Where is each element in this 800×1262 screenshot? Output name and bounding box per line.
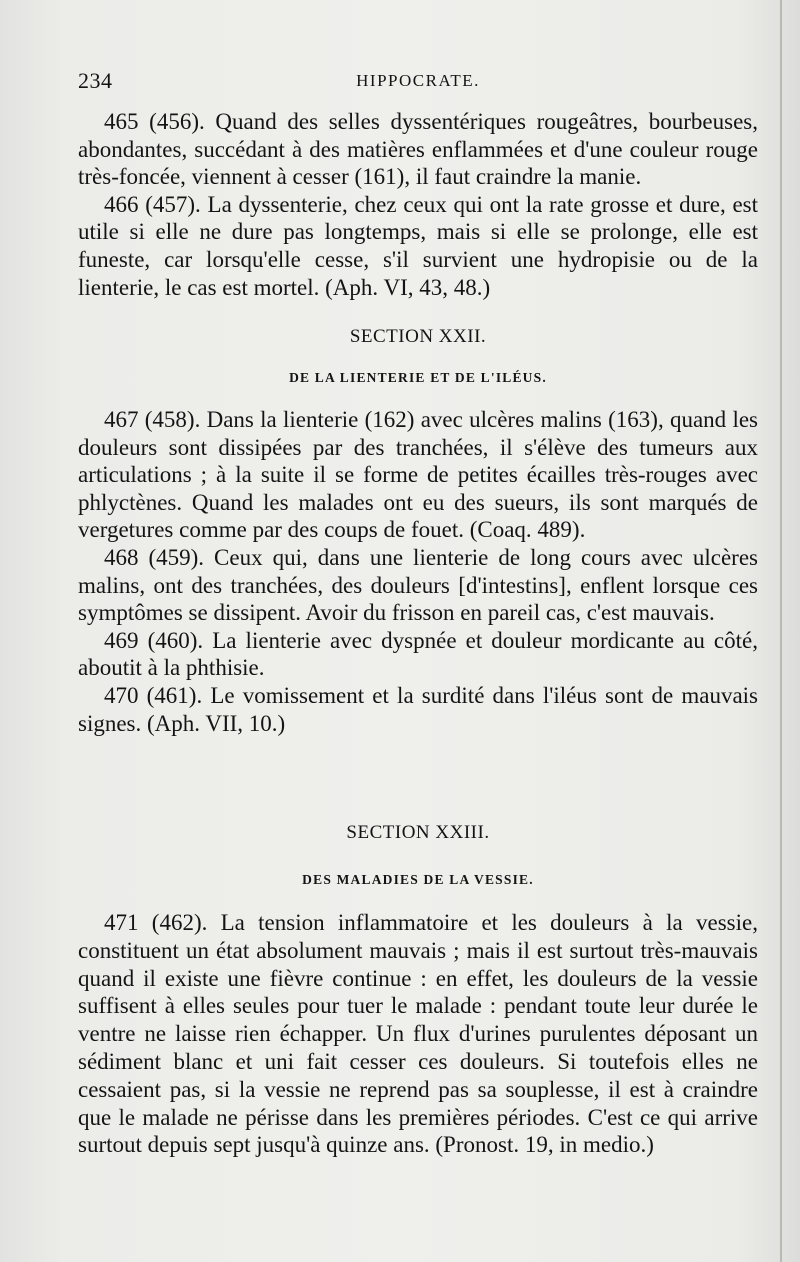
section-subtitle-22: DE LA LIENTERIE ET DE L'ILÉUS. (289, 370, 547, 385)
paragraph-465: 465 (456). Quand des selles dyssentériques rougeâtres, bourbeuses, abondantes, succédant à des matières enflammées et d'une couleur rouge très-foncée, viennent à cesser (161), il faut craindre la manie. (78, 109, 758, 190)
section-title-23: SECTION XXIII. (346, 822, 490, 843)
paragraph-471: 471 (462). La tension inflammatoire et les douleurs à la vessie, constituent un état absolument mauvais ; mais il est surtout très-mauvais quand il existe une fièvre continue : en effet, les douleurs de la vessie suffisent à elles seules pour tuer le malade : pendant toute leur durée le ventre ne laisse rien échapper. Un flux d'urines purulentes déposant un sédiment blanc et uni fait cesser ces douleurs. Si toutefois elles ne cessaient pas, si la vessie ne reprend pas sa souplesse, il est à craindre que le malade ne périsse dans les premières périodes. C'est ce qui arrive surtout depuis sept jusqu'à quinze ans. (Pronost. 19, in medio.) (78, 910, 758, 1158)
section-title-22: SECTION XXII. (349, 326, 487, 347)
page-number: 234 (78, 68, 113, 93)
paragraph-469: 469 (460). La lienterie avec dyspnée et douleur mordicante au côté, aboutit à la phthisie. (78, 627, 758, 681)
paragraph-470: 470 (461). Le vomissement et la surdité dans l'iléus sont de mauvais signes. (Aph. VII, 10.) (78, 682, 758, 736)
section-subtitle-23: DES MALADIES DE LA VESSIE. (302, 872, 534, 887)
paragraph-467: 467 (458). Dans la lienterie (162) avec ulcères malins (163), quand les douleurs sont dissipées par des tranchées, il s'élève des tumeurs aux articulations ; à la suite il se forme de petites écailles très-rouges avec phlyctènes. Quand les malades ont eu des sueurs, ils sont marqués de vergetures comme par des coups de fouet. (Coaq. 489). (78, 407, 758, 543)
paragraph-466: 466 (457). La dyssenterie, chez ceux qui ont la rate grosse et dure, est utile si elle ne dure pas longtemps, mais si elle se prolonge, elle est funeste, car lorsqu'elle cesse, s'il survient une hydropisie ou de la lienterie, le cas est mortel. (Aph. VI, 43, 48.) (78, 191, 758, 300)
text-block-aphorisms-465-466 (78, 108, 758, 301)
paragraph-468: 468 (459). Ceux qui, dans une lienterie de long cours avec ulcères malins, ont des tranchées, des douleurs [d'intestins], enflent lorsque ces symptômes se dissipent. Avoir du frisson en pareil cas, c'est mauvais. (78, 544, 758, 626)
running-title: HIPPOCRATE. (356, 71, 480, 90)
text-block-aphorism-471 (78, 909, 758, 1159)
page-header (78, 68, 758, 98)
text-block-aphorisms-467-470 (78, 406, 758, 737)
page-edge-line (780, 0, 782, 1262)
